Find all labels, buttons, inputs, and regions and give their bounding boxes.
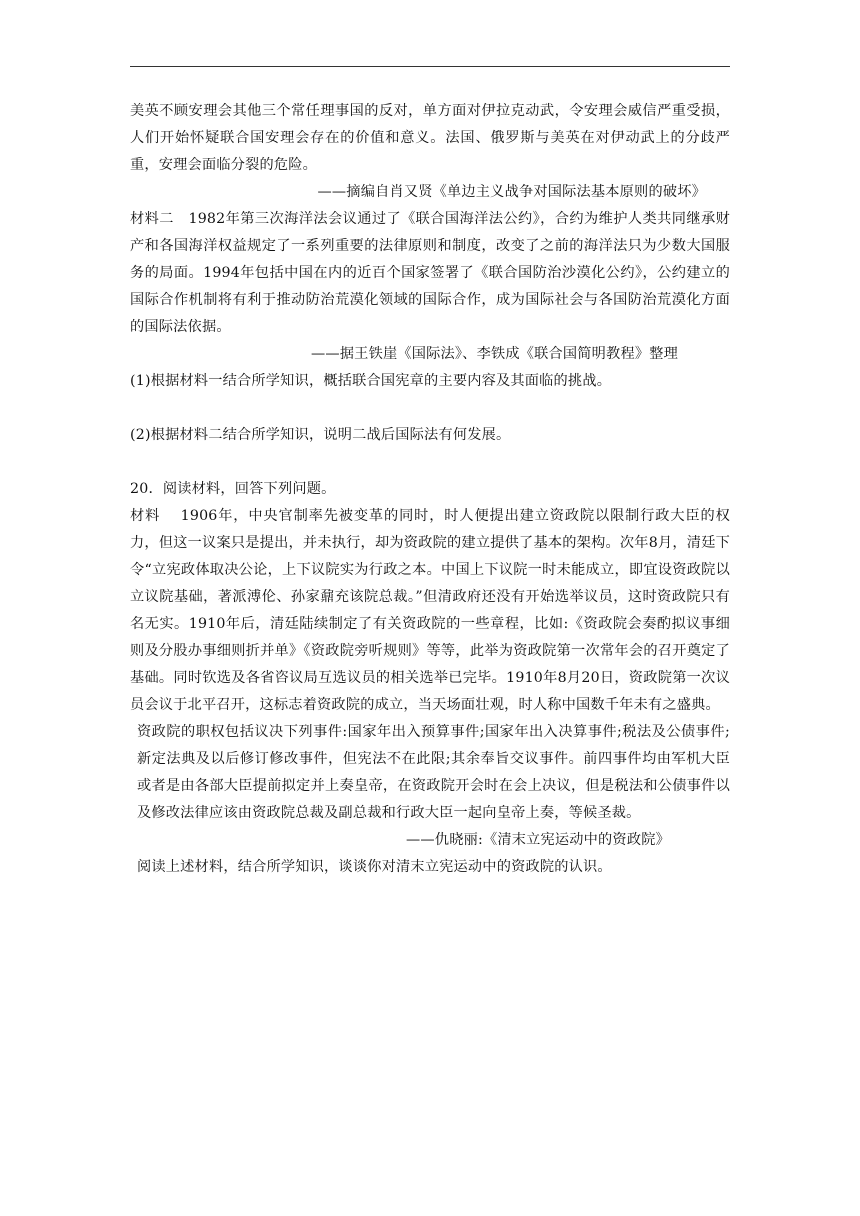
material-one-source: ——摘编自肖又贤《单边主义战争对国际法基本原则的破坏》 (317, 184, 706, 200)
question-20-material-paragraph: 材料 1906年，中央官制率先被变革的同时，时人便提出建立资政院以限制行政大臣的权力，但这一议案只是提出，并未执行，却为资政院的建立提供了基本的架构。次年8月，清廷下令“立宪政体取决公论，上下议院实为行政之本。中国上下议院一时未能成立，即宜设资政院以立议院基础，著派溥伦、孙家鼐充该院总裁。”但清政府还没有开始选举议员，这时资政院只有名无实。1910年后，清廷陆续制定了有关资政院的一些章程，比如:《资政院会奏酌拟议事细则及分股办事细则折并单》《资政院旁听规则》等等，此举为资政院第一次常年会的召开奠定了基础。同时钦选及各省咨议局互选议员的相关选举已完毕。1910年8月20日，资政院第一次议员会议于北平召开，这标志着资政院的成立，当天场面壮观，时人称中国数千年未有之盛典。 (130, 508, 730, 713)
document-body (130, 98, 730, 881)
question-20-material-paragraph-2: 资政院的职权包括议决下列事件:国家年出入预算事件;国家年出入决算事件;税法及公债事件;新定法典及以后修订修改事件，但宪法不在此限;其余奉旨交议事件。前四事件均由军机大臣或者是由各部大臣提前拟定并上奏皇帝，在资政院开会时在会上决议，但是税法和公债事件以及修改法律应该由资政院总裁及副总裁和行政大臣一起向皇帝上奏，等候圣裁。 (137, 724, 730, 821)
answer-space (130, 449, 730, 476)
question-2: (2)根据材料二结合所学知识，说明二战后国际法有何发展。 (130, 427, 511, 443)
question-20-heading: 20．阅读材料，回答下列问题。 (130, 481, 336, 497)
header-rule (130, 66, 730, 67)
material-two-paragraph: 材料二 1982年第三次海洋法会议通过了《联合国海洋法公约》，合约为维护人类共同继承财产和各国海洋权益规定了一系列重要的法律原则和制度，改变了之前的海洋法只为少数大国服务的局面。1994年包括中国在内的近百个国家签署了《联合国防治沙漠化公约》，公约建立的国际合作机制将有利于推动防治荒漠化领域的国际合作，成为国际社会与各国防治荒漠化方面的国际法依据。 (130, 211, 730, 335)
question-20-source: ——仇晓丽:《清末立宪运动中的资政院》 (406, 832, 670, 848)
material-two-source: ——据王铁崖《国际法》、李铁成《联合国简明教程》整理 (311, 346, 678, 362)
material-one-paragraph: 美英不顾安理会其他三个常任理事国的反对，单方面对伊拉克动武，令安理会威信严重受损，人们开始怀疑联合国安理会存在的价值和意义。法国、俄罗斯与美英在对伊动武上的分歧严重，安理会面临分裂的危险。 (130, 103, 730, 173)
answer-space (130, 395, 730, 422)
question-20-prompt: 阅读上述材料，结合所学知识，谈谈你对清末立宪运动中的资政院的认识。 (137, 859, 612, 875)
question-1: (1)根据材料一结合所学知识，概括联合国宪章的主要内容及其面临的挑战。 (130, 373, 612, 389)
